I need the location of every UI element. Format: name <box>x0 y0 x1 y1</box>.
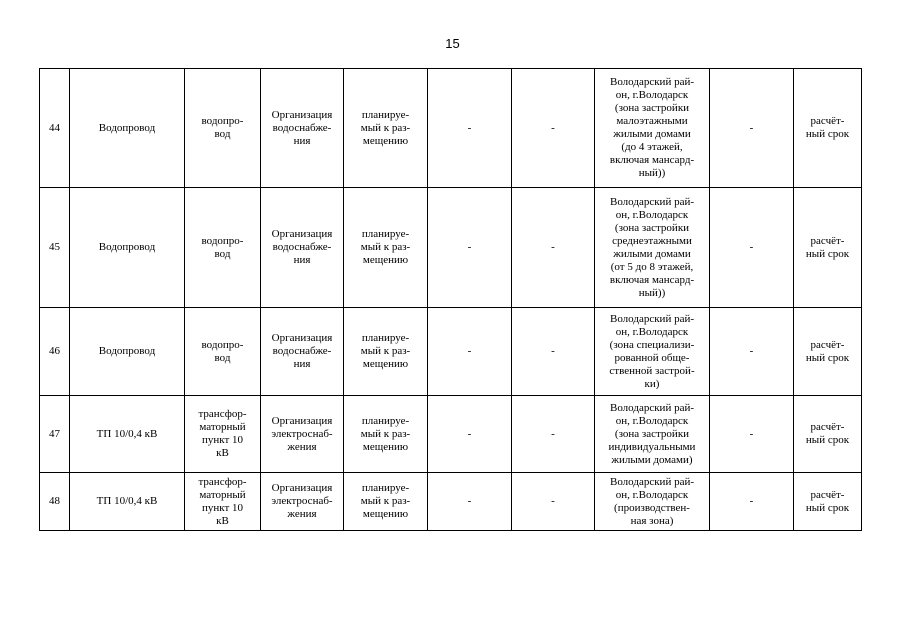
row-number-cell <box>40 69 70 188</box>
table-row <box>40 308 862 396</box>
row-number: 45 <box>49 241 60 253</box>
implementation-term-cell <box>794 188 862 308</box>
object-type-cell <box>185 308 261 396</box>
object-purpose-cell <box>261 396 344 473</box>
object-location-cell <box>595 69 710 188</box>
cell-col9-cell <box>710 69 794 188</box>
cell-col9: - <box>749 495 754 507</box>
object-type-cell <box>185 473 261 531</box>
object-purpose-cell <box>261 473 344 531</box>
object-purpose: Организация электроснаб- жения <box>271 414 333 453</box>
object-status: планируе- мый к раз- мещению <box>360 332 411 370</box>
object-type-cell <box>185 188 261 308</box>
table-row <box>40 473 862 531</box>
object-type: водопро- вод <box>201 115 244 140</box>
object-purpose: Организация водоснабже- ния <box>271 332 333 370</box>
cell-col6-cell <box>428 308 512 396</box>
object-name-cell <box>70 308 185 396</box>
row-number: 48 <box>49 495 60 507</box>
object-location: Володарский рай- он, г.Володарск (зона специализи- рованной обще- ственной застрой- ки) <box>609 312 695 390</box>
cell-col9: - <box>749 427 754 440</box>
object-name-cell <box>70 473 185 531</box>
object-purpose: Организация водоснабже- ния <box>271 228 333 266</box>
cell-col9-cell <box>710 308 794 396</box>
cell-col6: - <box>467 427 472 440</box>
cell-col7: - <box>551 241 555 253</box>
object-purpose-cell <box>261 308 344 396</box>
object-purpose: Организация электроснаб- жения <box>271 482 333 520</box>
cell-col6-cell <box>428 188 512 308</box>
object-name: ТП 10/0,4 кВ <box>96 427 158 440</box>
cell-col7-cell <box>512 308 595 396</box>
cell-col9-cell <box>710 188 794 308</box>
object-name: Водопровод <box>98 241 156 253</box>
object-type: водопро- вод <box>201 338 244 364</box>
table-row <box>40 396 862 473</box>
objects-table <box>39 68 862 531</box>
object-status: планируе- мый к раз- мещению <box>360 482 411 520</box>
cell-col6: - <box>467 121 472 134</box>
object-location: Володарский рай- он, г.Володарск (зона застройки малоэтажными жилыми домами (до 4 этажей, включая мансард- ный)) <box>609 76 695 179</box>
cell-col7: - <box>551 495 555 507</box>
cell-col7: - <box>551 427 555 440</box>
cell-col6-cell <box>428 69 512 188</box>
object-location-cell <box>595 396 710 473</box>
object-purpose-cell <box>261 188 344 308</box>
implementation-term-cell <box>794 69 862 188</box>
object-status: планируе- мый к раз- мещению <box>360 108 411 147</box>
row-number-cell <box>40 473 70 531</box>
table-row <box>40 188 862 308</box>
object-purpose-cell <box>261 69 344 188</box>
object-status-cell <box>344 473 428 531</box>
cell-col7-cell <box>512 473 595 531</box>
object-name: ТП 10/0,4 кВ <box>96 495 158 507</box>
implementation-term-cell <box>794 396 862 473</box>
row-number: 47 <box>49 427 60 440</box>
object-type-cell <box>185 69 261 188</box>
cell-col6-cell <box>428 396 512 473</box>
cell-col7: - <box>551 121 555 134</box>
object-location-cell <box>595 308 710 396</box>
row-number-cell <box>40 308 70 396</box>
implementation-term: расчёт- ный срок <box>805 488 850 514</box>
cell-col7-cell <box>512 69 595 188</box>
object-location-cell <box>595 188 710 308</box>
cell-col9: - <box>749 241 754 253</box>
row-number-cell <box>40 396 70 473</box>
object-location: Володарский рай- он, г.Володарск (производствен- ная зона) <box>609 475 695 527</box>
object-purpose: Организация водоснабже- ния <box>271 108 333 147</box>
object-location: Володарский рай- он, г.Володарск (зона застройки индивидуальными жилыми домами) <box>608 401 696 466</box>
object-name: Водопровод <box>98 345 156 357</box>
object-name: Водопровод <box>98 121 156 134</box>
implementation-term: расчёт- ный срок <box>805 234 850 260</box>
page-number: 15 <box>445 36 460 51</box>
cell-col6: - <box>467 495 472 507</box>
object-status-cell <box>344 188 428 308</box>
table-body <box>40 69 862 531</box>
object-status-cell <box>344 69 428 188</box>
object-type: трансфор- маторный пункт 10 кВ <box>198 475 247 527</box>
object-status: планируе- мый к раз- мещению <box>360 228 411 266</box>
object-name-cell <box>70 188 185 308</box>
cell-col7-cell <box>512 188 595 308</box>
object-type: трансфор- маторный пункт 10 кВ <box>198 408 247 459</box>
implementation-term: расчёт- ный срок <box>805 421 850 446</box>
object-status-cell <box>344 308 428 396</box>
implementation-term-cell <box>794 473 862 531</box>
object-name-cell <box>70 396 185 473</box>
object-location-cell <box>595 473 710 531</box>
cell-col6: - <box>467 241 472 253</box>
cell-col9-cell <box>710 473 794 531</box>
row-number: 46 <box>49 345 60 357</box>
cell-col6: - <box>467 345 472 357</box>
implementation-term: расчёт- ный срок <box>805 115 850 140</box>
object-name-cell <box>70 69 185 188</box>
cell-col7: - <box>551 345 555 357</box>
table-row <box>40 69 862 188</box>
cell-col9-cell <box>710 396 794 473</box>
object-location: Володарский рай- он, г.Володарск (зона застройки среднеэтажными жилыми домами (от 5 до 8 этажей, включая мансард- ный)) <box>609 195 695 299</box>
implementation-term: расчёт- ный срок <box>805 338 850 364</box>
implementation-term-cell <box>794 308 862 396</box>
cell-col9: - <box>749 345 754 357</box>
row-number-cell <box>40 188 70 308</box>
object-status-cell <box>344 396 428 473</box>
cell-col6-cell <box>428 473 512 531</box>
row-number: 44 <box>49 121 60 134</box>
object-status: планируе- мый к раз- мещению <box>360 414 411 453</box>
cell-col7-cell <box>512 396 595 473</box>
cell-col9: - <box>749 121 754 134</box>
object-type: водопро- вод <box>201 234 244 260</box>
object-type-cell <box>185 396 261 473</box>
